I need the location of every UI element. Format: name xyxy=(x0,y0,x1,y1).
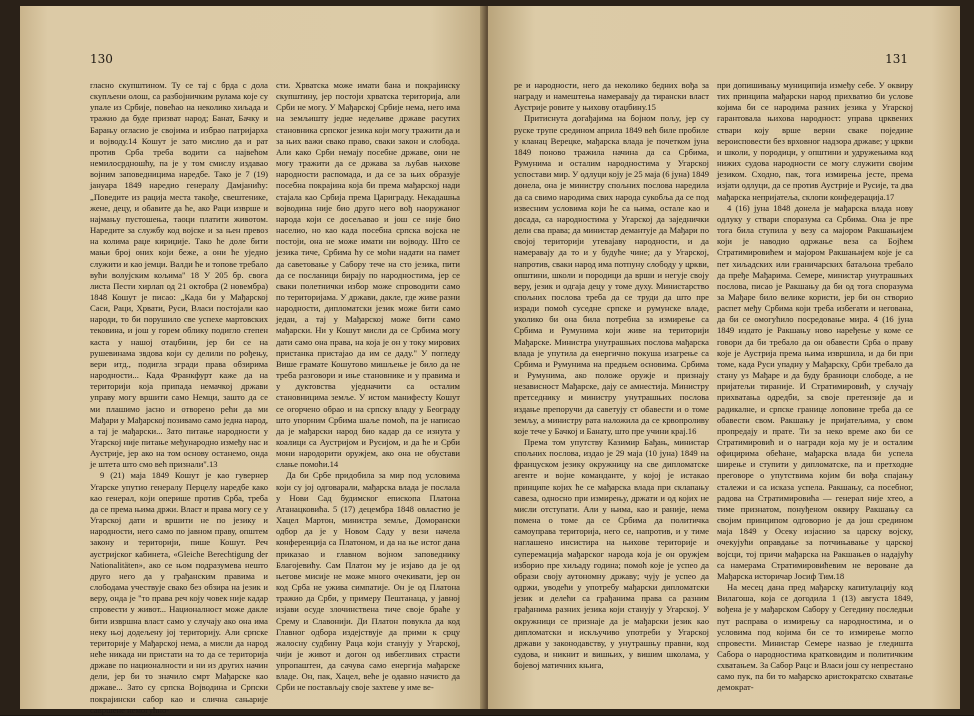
left-column-1 xyxy=(90,80,268,716)
left-page xyxy=(20,6,486,715)
left-column-2 xyxy=(276,80,460,694)
paragraph: Да би Србе придобила за мир под условима који су јој одговарали, мађарска влада је послала у Нови Сад будимског епископа Платона Атанацковића. 5 (17) децембра 1848 овластио је Хацел Мартон, министра земље, Доморански одбор да је у Новом Саду у вези начела конференција са Платоном, и да на ње истог дана приказао и главном војном заповеднику Благојевићу. Сам Платон му је изјаво да је од његове мисије не може много очекивати, јер он код Срба не ужива симпатије. Он је од Платона тражио да Срби, у примеру Пештанаца, у јавној изјави осуде злочинствена тиче своје браће у Срему и Славонији. Ди Платон повукла да код Главног одбора издејствује да прими к срцу жалосну судбину Раца који станују у Угарској, чији је живот и догон од ивбегливих страсти упропаштен, да сачува само енергиja мађарске владе. Он, пак, Хацел, веће је одавно начисто да Срби не постављају своје захтеве у име ве- xyxy=(276,470,460,693)
paragraph: Према том упутству Казимир Бађањ, министар спољних послова, издао је 29 маја (10 јуна) 1849 на француском језику окружницу на све дипломатске агенте и војне команданте, у којој је истакао принципе којих ће се мађарска влада при склапању савеза, односно при измирењу, држати и од којих не мисли отступати. Али у њима, као и раније, нема помена о томе да се Србима да политичка самоуправа територија, него се, напротив, и у тиме наглашено инсистира на њихове територије и суперемација мађарског народа која је он оружјем изборио пре хиљаду година; помоћ које је успео да образи своју аутономну државу; чују је успео да одржи, уводећи у употребу мађарски дипломатски језик и делећи са грађанима права са разним грађанима разних језика који станују у Угарској. У окружници се признаје да је мађарски језик као дипломатски и искључиво употреби у Угарској држави у законодавству, у унутрашњу правни, код судова, и никнит и вишњих, у вишим школама, у бојевој матичних књига, xyxy=(514,437,709,671)
paragraph: На месец дана пред мађарску капитулацију код Вилагоша, која се догодила 1 (13) августа 1849, вођена је у мађарском Сабору у Сегедину последњи пут расправа о измирењу са народностима, и о условима под којима би се то измирење могло спровести. Министар Семере назвао је гледишта Сабора о народностима краткoвидим и политичким схватањем. За Сабор Рацс и Власи још су непрестано само пук, па би то мађарско аристократско схватање демократ- xyxy=(717,582,913,693)
paragraph: Притиснута догађајима на бојном пољу, јер су руске трупе средином априла 1849 већ биле пробиле у кланац Верецке, мађарска влада је почетком јуна 1849 поново тражила начина да са Србима, Румунима и осталим народностима у Угарској успостави мир. У одлуци коју је 25 маја (6 јуна) 1849 донела, она је министру спољних послова наредила да са свимо народима свих народа сукобља да се под извесним условима који ће са њима, остале као и досада, са народностима у Угарској да заједнички дели сва права; да министар демантује да Мађари по својој територији утеваjаву народности, и да намеравају да то и у будуће чине; да у Угарској, напротив, сваки народ има потпуну слободу у цркви, општини, школи и породици да врши и негује своју веру, језик и одгаја децу у томе духу. Министарство спољних послова треба да се труди да што пре изради помоћ суседне српске и румунске владе, уколико би она била потребна за измирење са Србима и Румунима који живе на територији Мађарске. Министра унутрашњих послова мађарска влада је упутила да енергично покуша изагрење са Србима и Румунима на предњем основима. Србима и Румунима, ако положе оружје и признају независност Мађарске, дају се амнестија. Министру претседнику и министру унутрашњих послова издање препоручи да саветују ст обавести и о томе земљу, а министру рата наложила да се крвопроливу које тече у Бачкој и Банату, што пре учини крај.16 xyxy=(514,113,709,436)
paragraph: 4 (16) јуна 1848 донела је мађарска влада нову одлуку у ствари споразума са Србима. Она је пре тога била ступила у везу са мајором Ракшањијем који је наводио одржање веза са Бојћем Стратимировићем и мајором Ракшањијем које је са пет хиљадских или граничарских батаљона требало да пређе Мађарима. Семере, министар унутрашњих послова, писао је Ракшању да би од тога споразума за Мађаре било велике користи, јер би он створио распет међу Србима који треба избегати и негована, да би се омогућило посредовање мира. 4 (16 јуна 1849 издато је Ракшању ново наређење у коме се говори да би требало да он обавести Срба о праву које је Аустрија према њима извршила, и да би при томе, када Руси упадну у Мађарску, Срби требало да стану уз Мађаре и да буду браниоци слободе, а не пријатељи тираније. И Стратимировић, у случају прихватања одредби, за своје претензије да и радикалне, и српске границе лоповине треба да се обавести свом. Ракшању је пријатељима, у свом пропредају и прате. Ти за неко време ако би се Стратимировић и о награди која му је и осталим официрима обећане, мађарска влада би успела ширење и ступити у дипломатске, па и претходне преговоре о упутствима којим би вођа спајању сталежи и са исказа успела. Ракшању, са посебног, радова на Стратимировића — генерал није хтео, а тиме признатом, понуђеном оквиру Ракшању са својим принципом одговорио је да још средином маја 1849 у Осеку изјаснио за царску војску, очекујући оправдање за потчињавање у царској војсци, тој причи мађарска на Ракшањев о надајућу са намерама Стратимировићевим не вероване да Мађарска историчар Јосиф Тим.18 xyxy=(717,202,913,581)
paragraph: сти. Хрватска може имати бана и покрајинску скупштину, јер постоји хрватска територија, али Срби не могу. У Мађарској Србије нема, него има на земљишту једне недељиве државе расутих становника српског језика који могу тражити да и за њих важи свако право, сваки закон и слобода. Али како Срби немају посебне државе, они не могу тражити да се држава за љубав њихове народности распомада, и да се за њих образује посебна покрајина која би према мађарској нади стајала као Србија према Цариграду. Некадашња војводина није био друго него вођ наоружаног народа који се досељавао и још се није био населио, но као када посебна српска војска не постоји, она не може имати ни војводу. Што се језика тиче, Србима ћу се моћи надати на памет да саветовање у Сабору тече на сто језика, пити да се посланици бирају по народностима, јер се сваки полетнички избор може спроводити само по територијама. У држави, дакле, где живе разни народности, дипломатски језик може бити само један, а тај у Мађарској може бити само мађарски. Ни у Кошут мисли да се Србима могу дати само она права, на која је он у току мирових пристанка пристајао да им се даду." У погледу Више грамате Кошутово мишљење је било да не треба разговори и иње становнике и у правима и у дуктовства уједначити са осталим становницима земље. У истом манифесту Кошут се огорчено обрао и на српску владу у Београду што упорним Србима шаље помоћ, па је написао да је мађарски народ био кадар да се изнута у коалици са Аустријом и Русијом, и да ће и Срби мони народорити оружјем, ако она не обустави слање помоћи.14 xyxy=(276,80,460,470)
paragraph: при допишивању муниципија између себе. У оквиру тих принципа мађарски народ прихватио би услове којима би се народима разних језика у Угарској гарантовала њихова народност: управа црквених ствари коју врше верни свакe поједине вероисповести без врховног надзора државе; у цркви и школи, у породици, у општини и удружењима код нижих судова народности се могу служити својим језиком. Сходно, пак, тога измирења јесте, према изјати одлуци, да се против Аустрије и Русије, та два мађарска непријатеља, склопи конфедерација.17 xyxy=(717,80,913,202)
page-number-left: 130 xyxy=(90,52,113,66)
page-number-right: 131 xyxy=(885,52,908,66)
paragraph: гласно скупштином. Ту се тај с брда с дола скупљени олош, са разбојничким рулама које су упале из Србије, повећао на неколико хиљада и тражио да буде призват народ; Банат, Бачку и Барању огласио је својима и избрао патријарха и војводу.14 Кошут је зато мислио да и рат против Срба треба водити са највећом немилосрдношћу, па је у том смислу издавао војним заповедницима наредбе. Тако је 7 (19) јануара 1849 наредио генералу Дамјанићу: „Поведите из рација места такође, свештенике, жене, децу, и обавите да ће, ако Раци изврше и најмању пустошења, таоци платити животом. Наредите за службу код војске и за њен превоз на колима раџе кириџије. Тако ће доле бити мањи број оних који беже, а они ће уједно служити и као јемци. Валди ће и топове требало вући волујским кољима" 18 У 205 бр. свога листа Пести хирлап од 21 октобра (2 новембра) 1848 Кошут је писао: „Када би у Мађарској Саси, Раци, Хрвати, Руси, Власи постојали као народи, то би порушило све успехе мартовских тековина, и још у горем облику подигло степен каста у нашој отаџбини, јер би се на рушевинама звдова који су делили по рођењу, вери итд., подигла згради права обзирима народности... Када Франкфурт каже да на територији која припада немачкој држави управу могу вршити само Немци, зашто да се ми плашимо јасно и отворено рећи да ми Мађари у Мађарској позивамо само једна народ, а тај је мађарски... Зато питање народности у Угарској није питање међународно између нас и Аустрије, јер ако на том основу останемо, онда је штета што смо већ признали".13 xyxy=(90,80,268,470)
right-column-1 xyxy=(514,80,709,671)
paragraph: ре и народности, него да неколико бедних вођа за награду и намештења намеравају да тирански власт Аустрије ровите у њихову отаџбину.15 xyxy=(514,80,709,113)
right-column-2 xyxy=(717,80,913,694)
right-page xyxy=(488,6,960,709)
paragraph: 9 (21) маја 1849 Кошут је као гувернер Угарске упутио генералу Перцелу наредбе како као генерал, који оперише против Срба, треба да се према њима држи. Власт и права могу се у Угарској дати и вршити не по језику и народности, него само по јавном праву, општем закону и територији, пише Кошут. Реч аустријског кабинета, «Gleiche Berechtigung der Nationalitäten», ако се њом подразумева нешто друго него да у грађанским правима и слободама учествује свако без обзира на језик и веру, онда је "то права реч коју човек није кадар спровести у живот... Националност може дакле бити извршна власт само у случају ако она има неку њој додељену јој територију. Али српске територије у Мађарској нема, а мисли да народ неће никада ни пристати на то да се територија државе по националности и ни из других начин дели, јер би то значило смрт Мађарске као државе... Зато су српска Војводина и Српски покрајински сабор као и слична сањарије савршене немогућно- xyxy=(90,470,268,715)
